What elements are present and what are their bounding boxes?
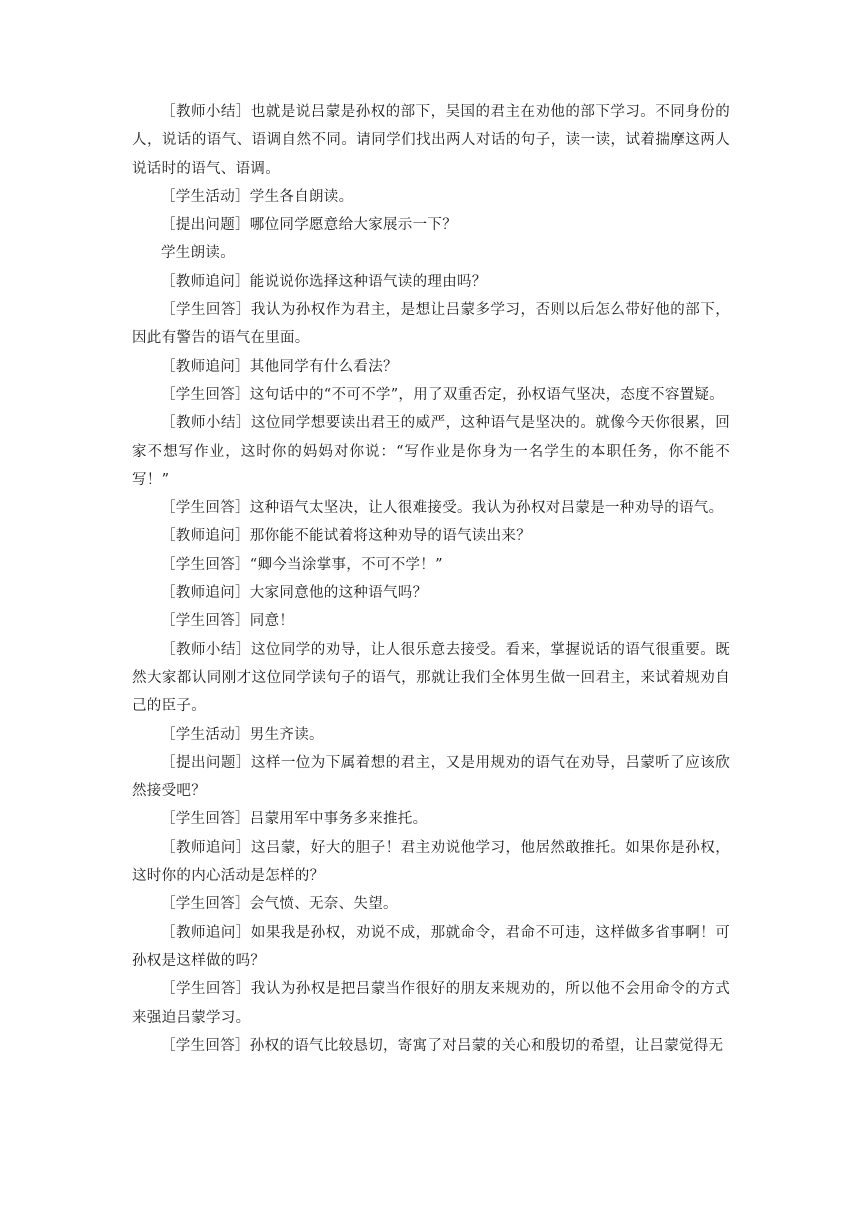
paragraph: ［学生回答］孙权的语气比较恳切，寄寓了对吕蒙的关心和殷切的希望，让吕蒙觉得无 <box>161 1037 724 1054</box>
paragraph: ［学生回答］我认为孙权作为君主，是想让吕蒙多学习，否则以后怎么带好他的部下，因此有警告的语气在里面。 <box>132 302 730 347</box>
paragraph: ［教师追问］其他同学有什么看法？ <box>161 358 398 375</box>
paragraph: ［学生回答］会气愤、无奈、失望。 <box>161 896 398 913</box>
paragraph: ［学生回答］“卿今当涂掌事，不可不学！” <box>161 556 443 573</box>
paragraph: ［教师小结］这位同学想要读出君王的威严，这种语气是坚决的。就像今天你很累，回家不想写作业，这时你的妈妈对你说：“写作业是你身为一名学生的本职任务，你不能不写！” <box>132 415 730 488</box>
paragraph: ［学生回答］我认为孙权是把吕蒙当作很好的朋友来规劝的，所以他不会用命令的方式来强迫吕蒙学习。 <box>132 981 730 1026</box>
paragraph: ［教师追问］能说说你选择这种语气读的理由吗？ <box>161 273 487 290</box>
paragraph: ［教师追问］这吕蒙，好大的胆子！君主劝说他学习，他居然敢推托。如果你是孙权，这时你的内心活动是怎样的？ <box>132 839 730 885</box>
paragraph: ［教师追问］那你能不能试着将这种劝导的语气读出来？ <box>161 528 531 545</box>
paragraph: ［学生活动］学生各自朗读。 <box>161 188 354 205</box>
paragraph: ［教师追问］大家同意他的这种语气吗？ <box>161 585 428 602</box>
paragraph: ［教师小结］这位同学的劝导，让人很乐意去接受。看来，掌握说话的语气很重要。既然大家都认同刚才这位同学读句子的语气，那就让我们全体男生做一回君主，来试着规劝自己的臣子。 <box>132 641 730 715</box>
paragraph: ［教师追问］如果我是孙权，劝说不成，那就命令，君命不可违，这样做多省事啊！可孙权是这样做的吗？ <box>132 924 730 969</box>
paragraph: ［学生回答］吕蒙用军中事务多来推托。 <box>161 811 428 828</box>
paragraph: ［提出问题］这样一位为下属着想的君主，又是用规劝的语气在劝导，吕蒙听了应该欣然接受吧？ <box>132 754 730 800</box>
paragraph: ［提出问题］哪位同学愿意给大家展示一下？ <box>161 217 457 234</box>
paragraph: ［学生活动］男生齐读。 <box>161 726 324 743</box>
paragraph: ［教师小结］也就是说吕蒙是孙权的部下，吴国的君主在劝他的部下学习。不同身份的人，说话的语气、语调自然不同。请同学们找出两人对话的句子，读一读，试着揣摩这两人说话时的语气、语调。 <box>132 104 730 177</box>
paragraph: ［学生回答］同意！ <box>161 613 295 630</box>
paragraph: ［学生回答］这句话中的“不可不学”，用了双重否定，孙权语气坚决，态度不容置疑。 <box>161 386 725 403</box>
paragraph: ［学生回答］这种语气太坚决，让人很难接受。我认为孙权对吕蒙是一种劝导的语气。 <box>161 500 724 517</box>
paragraph: 学生朗读。 <box>161 245 235 262</box>
document-body <box>132 98 730 1060</box>
